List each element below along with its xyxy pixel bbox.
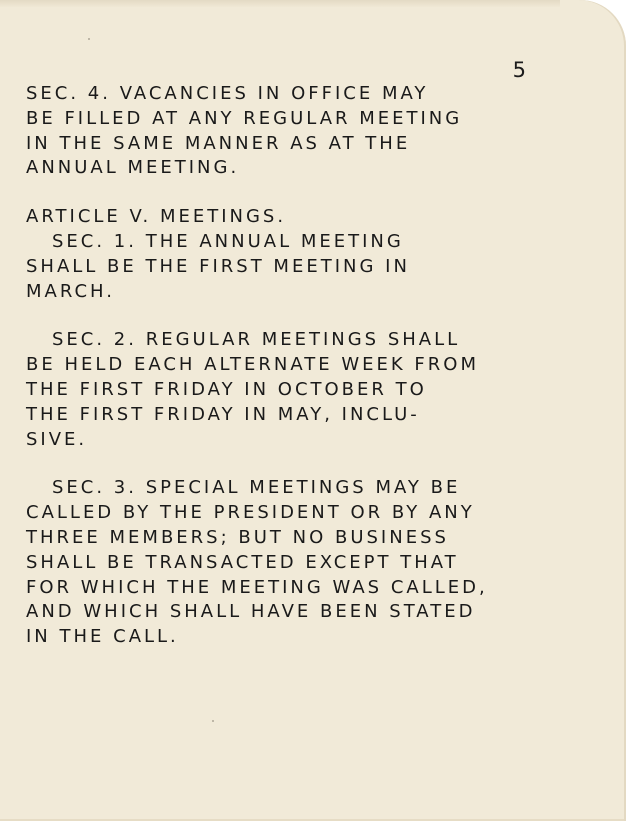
typed-text-body <box>26 82 526 650</box>
text-line: SEC. 2. REGULAR MEETINGS SHALL <box>52 329 461 351</box>
paper-speck <box>212 720 214 722</box>
text-line: SEC. 1. THE ANNUAL MEETING <box>52 230 404 252</box>
text-line: IN THE CALL. <box>26 626 179 648</box>
text-line: THE FIRST FRIDAY IN OCTOBER TO <box>26 378 427 400</box>
paper-speck <box>88 38 90 40</box>
paragraph-gap <box>26 181 526 205</box>
paragraph-gap <box>26 304 526 328</box>
text-line: ARTICLE V. MEETINGS. <box>26 206 287 228</box>
paragraph-gap <box>26 452 526 476</box>
text-line: BE FILLED AT ANY REGULAR MEETING <box>26 107 463 129</box>
text-line: THE FIRST FRIDAY IN MAY, INCLU- <box>26 403 420 425</box>
text-line: SIVE. <box>26 428 88 450</box>
text-line: MARCH. <box>26 280 115 302</box>
page-top-edge <box>0 0 560 7</box>
text-line: IN THE SAME MANNER AS AT THE <box>26 132 411 154</box>
page-number: 5 <box>512 58 526 82</box>
text-line: SEC. 4. VACANCIES IN OFFICE MAY <box>26 83 429 104</box>
text-line: SEC. 3. SPECIAL MEETINGS MAY BE <box>52 477 461 499</box>
text-line: AND WHICH SHALL HAVE BEEN STATED <box>26 601 476 623</box>
text-line: FOR WHICH THE MEETING WAS CALLED, <box>26 576 488 598</box>
text-line: THREE MEMBERS; BUT NO BUSINESS <box>26 526 449 548</box>
text-line: ANNUAL MEETING. <box>26 157 240 179</box>
text-line: CALLED BY THE PRESIDENT OR BY ANY <box>26 502 475 524</box>
text-line: SHALL BE THE FIRST MEETING IN <box>26 255 410 277</box>
text-line: SHALL BE TRANSACTED EXCEPT THAT <box>26 551 459 573</box>
text-line: BE HELD EACH ALTERNATE WEEK FROM <box>26 354 479 376</box>
